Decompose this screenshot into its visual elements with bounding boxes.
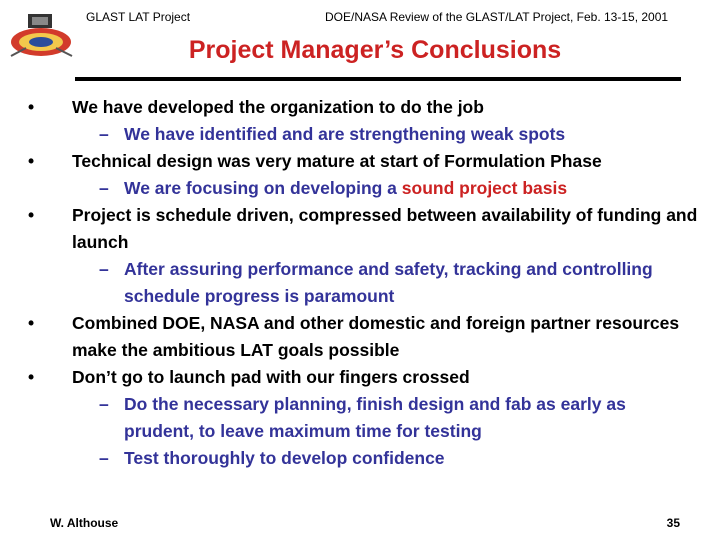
- bullet-icon: •: [28, 151, 35, 171]
- sub-bullet-text: Do the necessary planning, finish design and fab as early as prudent, to leave maximum time for testing: [124, 394, 626, 441]
- bullet-text: Don’t go to launch pad with our fingers crossed: [72, 367, 470, 387]
- bullet-item: [28, 310, 702, 364]
- bullet-icon: •: [28, 367, 35, 387]
- sub-bullet-text: We have identified and are strengthening weak spots: [124, 124, 566, 144]
- page-number: 35: [666, 516, 680, 530]
- sub-bullet-item: [99, 256, 689, 310]
- bullet-text: We have developed the organization to do the job: [72, 97, 484, 117]
- sub-bullet-item: [99, 445, 689, 472]
- sub-bullet-text: We are focusing on developing a: [124, 178, 402, 198]
- sub-bullet-item: [99, 391, 689, 445]
- bullet-item: [28, 202, 702, 256]
- bullet-item: [28, 94, 702, 121]
- bullet-item: [28, 148, 702, 175]
- dash-icon: –: [99, 394, 109, 414]
- sub-bullet-item: [99, 121, 689, 148]
- footer-author: W. Althouse: [50, 516, 119, 530]
- bullet-icon: •: [28, 313, 35, 333]
- sub-bullet-text: Test thoroughly to develop confidence: [124, 448, 445, 468]
- bullet-item: [28, 364, 702, 391]
- sub-bullet-item: [99, 175, 689, 202]
- header-project: GLAST LAT Project: [86, 10, 191, 24]
- bullet-icon: •: [28, 205, 35, 225]
- bullet-text: Project is schedule driven, compressed between availability of funding and launch: [72, 205, 698, 252]
- bullet-text: Combined DOE, NASA and other domestic and foreign partner resources make the ambitious LAT goals possible: [72, 313, 680, 360]
- header-review: DOE/NASA Review of the GLAST/LAT Project, Feb. 13-15, 2001: [325, 10, 669, 24]
- page-title: Project Manager’s Conclusions: [188, 36, 562, 64]
- dash-icon: –: [99, 259, 109, 279]
- dash-icon: –: [99, 178, 109, 198]
- dash-icon: –: [99, 448, 109, 468]
- bullet-icon: •: [28, 97, 35, 117]
- dash-icon: –: [99, 124, 109, 144]
- bullet-text: Technical design was very mature at start of Formulation Phase: [72, 151, 602, 171]
- title-divider: [75, 77, 681, 81]
- sub-bullet-text: After assuring performance and safety, tracking and controlling schedule progress is paramount: [124, 259, 653, 306]
- highlight-text: sound project basis: [401, 178, 568, 198]
